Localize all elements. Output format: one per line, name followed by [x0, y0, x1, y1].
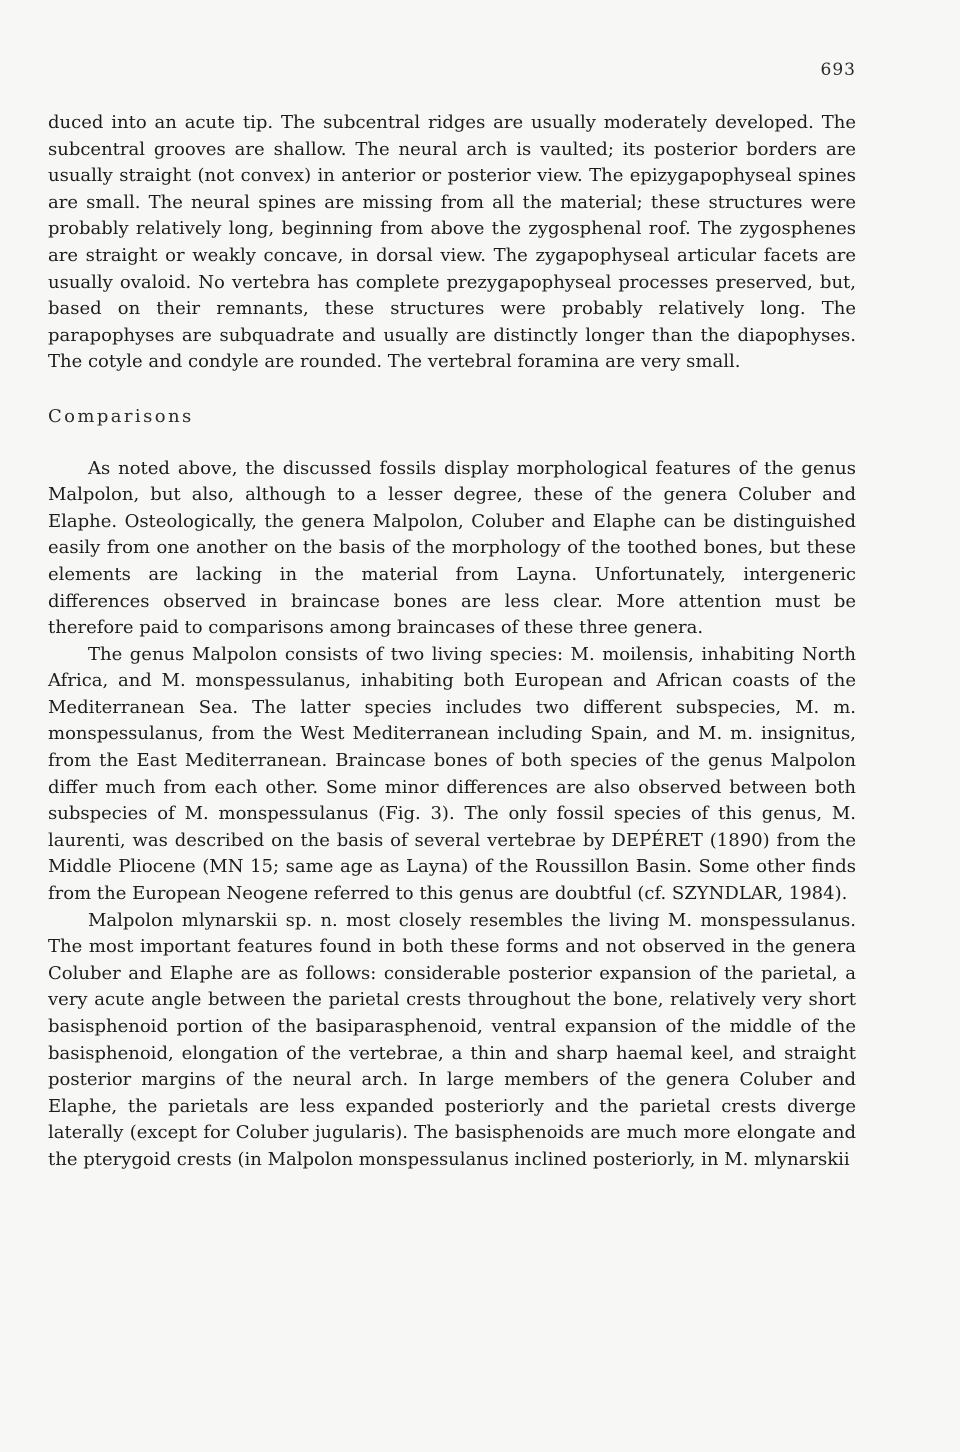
body-text: [48, 110, 856, 1174]
paragraph-malpolon-mlynarskii: Malpolon mlynarskii sp. n. most closely resembles the living M. monspessulanus. The most important features found in both these forms and not observed in the genera Coluber and Elaphe are as follows: considerable posterior expansion of the parietal, a very acute angle between the parietal crests throughout the bone, relatively very short basisphenoid portion of the basiparasphenoid, ventral expansion of the middle of the basisphenoid, elongation of the vertebrae, a thin and sharp haemal keel, and straight posterior margins of the neural arch. In large members of the genera Coluber and Elaphe, the parietals are less expanded posteriorly and the parietal crests diverge laterally (except for Coluber jugularis). The basisphenoids are much more elongate and the pterygoid crests (in Malpolon monspessulanus inclined posteriorly, in M. mlynarskii: [48, 909, 856, 1170]
document-page: [48, 60, 856, 1440]
paragraph-vertebrae-description: duced into an acute tip. The subcentral ridges are usually moderately developed. The subcentral grooves are shallow. The neural arch is vaulted; its posterior borders are usually straight (not convex) in anterior or posterior view. The epizygapophyseal spines are small. The neural spines are missing from all the material; these structures were probably relatively long, beginning from above the zygosphenal roof. The zygosphenes are straight or weakly concave, in dorsal view. The zygapophyseal articular facets are usually ovaloid. No vertebra has complete prezygapophyseal processes preserved, but, based on their remnants, these structures were probably relatively long. The parapophyses are subquadrate and usually are distinctly longer than the diapophyses. The cotyle and condyle are rounded. The vertebral foramina are very small.: [48, 112, 856, 373]
paragraph-comparisons-intro: As noted above, the discussed fossils display morphological features of the genus Malpolon, but also, although to a lesser degree, these of the genera Coluber and Elaphe. Osteologically, the genera Malpolon, Coluber and Elaphe can be distinguished easily from one another on the basis of the morphology of the toothed bones, but these elements are lacking in the material from Layna. Unfortunately, intergeneric differences observed in braincase bones are less clear. More attention must be therefore paid to comparisons among braincases of these three genera.: [48, 457, 856, 639]
section-heading-comparisons: Comparisons: [48, 405, 194, 427]
page-number: 693: [820, 60, 856, 80]
paragraph-genus-malpolon: The genus Malpolon consists of two living species: M. moilensis, inhabiting North Africa, and M. monspessulanus, inhabiting both European and African coasts of the Mediterranean Sea. The latter species includes two different subspecies, M. m. monspessulanus, from the West Mediterranean including Spain, and M. m. insignitus, from the East Mediterranean. Braincase bones of both species of the genus Malpolon differ much from each other. Some minor differences are also observed between both subspecies of M. monspessulanus (Fig. 3). The only fossil species of this genus, M. laurenti, was described on the basis of several vertebrae by DEPÉRET (1890) from the Middle Pliocene (MN 15; same age as Layna) of the Roussillon Basin. Some other finds from the European Neogene referred to this genus are doubtful (cf. SZYNDLAR, 1984).: [48, 643, 856, 905]
